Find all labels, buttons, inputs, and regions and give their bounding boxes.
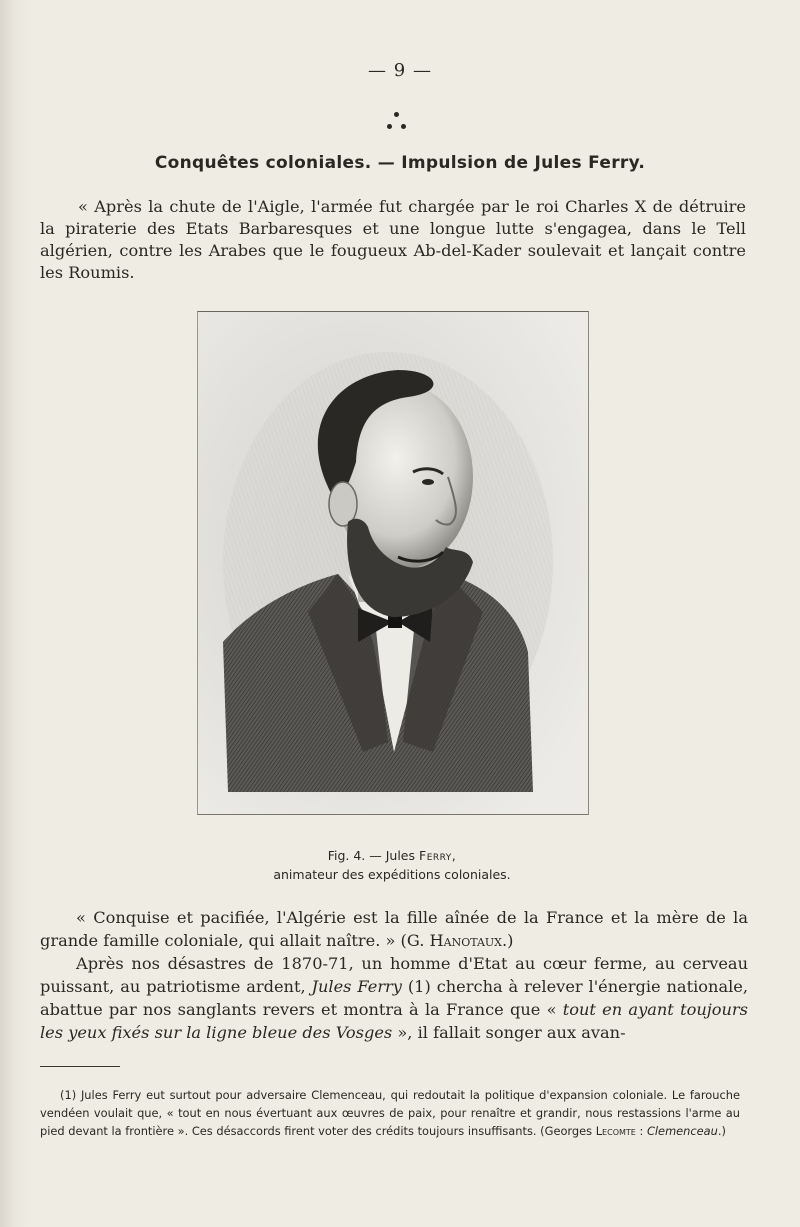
footnote-rule — [40, 1066, 120, 1067]
page-number: — 9 — — [368, 60, 432, 81]
ferry-name: Jules Ferry — [311, 977, 402, 996]
quote-text: « Conquise et pacifiée, l'Algérie est la fille aînée de la France et la mère de la grande famille coloniale, qui allait naître. » (G. — [40, 908, 748, 950]
footnote-cite-sep: : — [639, 1124, 644, 1138]
ferry-paragraph-part-2: (1) chercha à relever l'énergie nationale, abattue par nos sanglants revers et montra à la France que « — [40, 977, 748, 1019]
figure-caption-line-1 — [0, 846, 784, 865]
vosges-quote: tout en ayant toujours les yeux fixés sur la ligne bleue des Vosges — [40, 1000, 748, 1042]
portrait-illustration — [198, 312, 588, 814]
quote-author: Hanotaux — [429, 931, 503, 950]
intro-paragraph-text: « Après la chute de l'Aigle, l'armée fut chargée par le roi Charles X de détruire la piraterie des Etats Barbaresques et une longue lutte s'engagea, dans le Tell algérien, contre les Arabes que le fougueux Ab-del-Kader soulevait et lançait contre les Roumis. — [40, 197, 746, 282]
section-title: Conquêtes coloniales. — Impulsion de Jules Ferry. — [154, 153, 646, 173]
figure-label: Fig. 4. — Jules — [327, 848, 416, 863]
footnote-paragraph — [40, 1086, 740, 1140]
footnote-cite-open: (Georges — [540, 1124, 593, 1138]
footnote-cite-author: Lecomte — [595, 1124, 636, 1138]
quote-close: .) — [502, 931, 514, 950]
quote-paragraph — [40, 906, 748, 952]
footnote — [40, 1086, 740, 1140]
ferry-paragraph-part-3: », il fallait songer aux avan- — [397, 1023, 626, 1042]
body-text — [40, 906, 748, 1044]
figure-name: Ferry, — [419, 848, 457, 863]
ferry-paragraph-part-1: Après nos désastres de 1870-71, un homme d'Etat au cœur ferme, au cerveau puissant, au patriotisme ardent, — [40, 954, 748, 996]
figure-subtitle: animateur des expéditions coloniales. — [273, 867, 511, 882]
asterism-ornament — [383, 110, 411, 134]
intro-paragraph — [40, 196, 746, 284]
ferry-paragraph — [40, 952, 748, 1044]
footnote-cite-close: .) — [717, 1124, 726, 1138]
figure-caption — [0, 846, 784, 884]
footnote-text: (1) Jules Ferry eut surtout pour adversaire Clemenceau, qui redoutait la politique d'expansion coloniale. Le farouche vendéen voulait que, « tout en nous évertuant aux œuvres de paix, pour renaître et grandir, nous restassions l'arme au pied devant la frontière ». Ces désaccords firent voter des crédits toujours insuffisants. — [40, 1088, 740, 1138]
footnote-cite-title: Clemenceau — [646, 1124, 718, 1138]
portrait-engraving — [197, 311, 589, 815]
